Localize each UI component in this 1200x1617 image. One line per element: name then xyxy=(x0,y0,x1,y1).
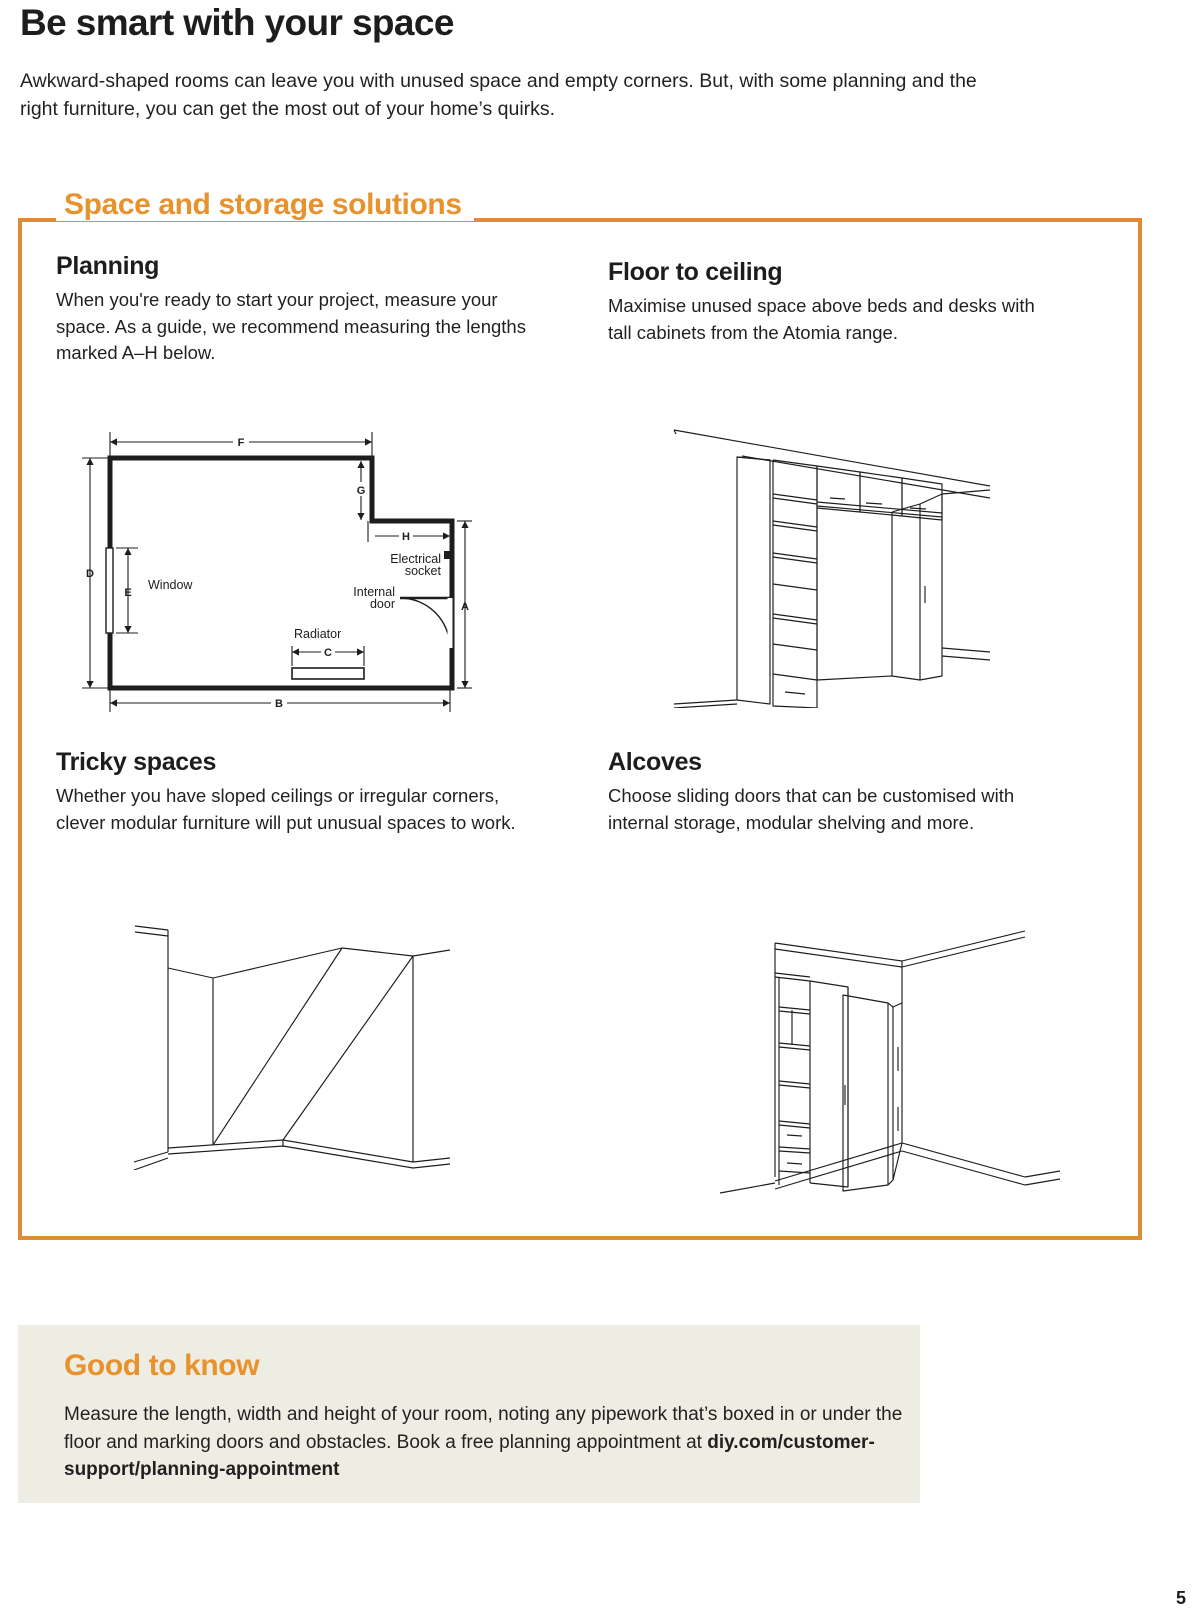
good-to-know-text xyxy=(64,1401,914,1484)
floorplan-label-window: Window xyxy=(148,578,193,592)
page-title: Be smart with your space xyxy=(20,2,454,43)
section-planning xyxy=(56,252,526,367)
panel-title: Space and storage solutions xyxy=(56,188,474,221)
floorplan-label-internal-door-2: door xyxy=(369,597,395,611)
section-body-planning: When you're ready to start your project, measure your space. As a guide, we recommend measuring the lengths marked A–H below. xyxy=(56,289,526,364)
section-body-floor-to-ceiling: Maximise unused space above beds and desks with tall cabinets from the Atomia range. xyxy=(608,295,1035,343)
floorplan-label-internal-door-1: Internal xyxy=(353,585,395,599)
planning-appointment-link[interactable]: diy.com/customer-support/planning-appointment xyxy=(64,1431,875,1481)
good-to-know-box xyxy=(18,1325,920,1503)
dim-label-E: E xyxy=(124,587,132,599)
tricky-spaces-illustration xyxy=(120,890,450,1170)
dim-label-F: F xyxy=(237,437,245,449)
page-number: 5 xyxy=(1175,1588,1186,1608)
section-body-alcoves: Choose sliding doors that can be customised with internal storage, modular shelving and more. xyxy=(608,785,1015,833)
floorplan-label-radiator: Radiator xyxy=(294,627,342,641)
good-to-know-body: Measure the length, width and height of your room, noting any pipework that’s boxed in or under the floor and marking doors and obstacles. Book a free planning appointment at xyxy=(64,1404,903,1453)
alcoves-illustration xyxy=(680,895,1060,1195)
dim-label-A: A xyxy=(461,601,469,613)
section-body-tricky-spaces: Whether you have sloped ceilings or irregular corners, clever modular furniture will put unusual spaces to work. xyxy=(56,785,516,833)
floor-to-ceiling-illustration xyxy=(630,408,990,708)
intro-paragraph: Awkward-shaped rooms can leave you with unused space and empty corners. But, with some planning and the right furniture, you can get the most out of your home’s quirks. xyxy=(20,70,977,120)
floorplan-label-socket-1: Electrical xyxy=(390,552,441,566)
section-heading-planning: Planning xyxy=(56,252,160,280)
section-heading-alcoves: Alcoves xyxy=(608,748,702,776)
dim-label-D: D xyxy=(86,568,94,580)
section-heading-floor-to-ceiling: Floor to ceiling xyxy=(608,258,783,286)
good-to-know-title: Good to know xyxy=(64,1349,260,1382)
section-tricky-spaces xyxy=(56,748,526,836)
section-floor-to-ceiling xyxy=(608,258,1048,346)
dim-label-G: G xyxy=(356,485,366,497)
dim-label-C: C xyxy=(324,647,332,659)
section-alcoves xyxy=(608,748,1048,836)
section-heading-tricky-spaces: Tricky spaces xyxy=(56,748,217,776)
dim-label-B: B xyxy=(275,698,283,710)
floor-plan-diagram xyxy=(72,420,472,720)
dim-label-H: H xyxy=(402,531,410,543)
floorplan-label-socket-2: socket xyxy=(404,564,441,578)
